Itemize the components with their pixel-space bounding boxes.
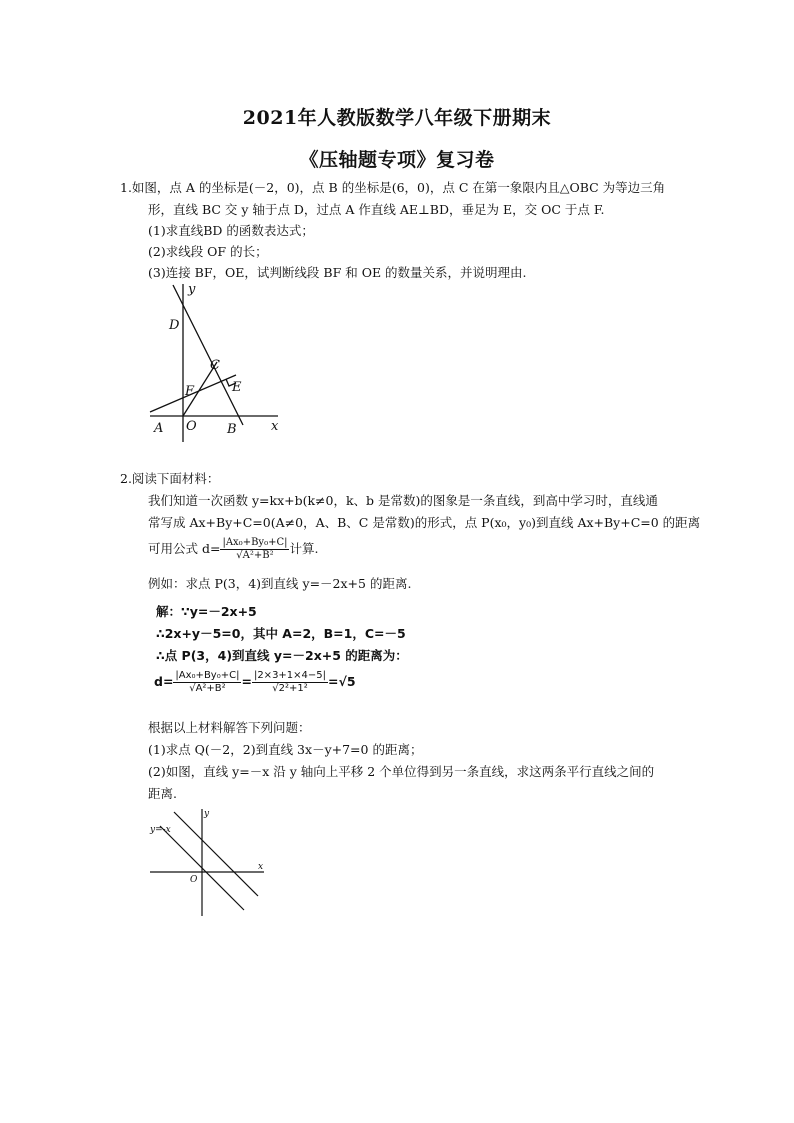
- q2-example: 例如：求点 P(3，4)到直线 y=－2x+5 的距离.: [148, 576, 412, 591]
- q2-sol-frac1-num: |Ax₀+By₀+C|: [175, 670, 240, 681]
- q1-label-y: y: [188, 282, 196, 297]
- page-subtitle: 《压轴题专项》复习卷: [299, 149, 495, 171]
- q1-label-c: C: [210, 358, 220, 373]
- q1-label-b: B: [227, 422, 237, 437]
- q2-formula-line: [148, 537, 318, 562]
- q1-label-e: E: [232, 380, 242, 395]
- q2-heading: 2.阅读下面材料：: [120, 471, 220, 486]
- q2-figure: [146, 806, 268, 918]
- q2-sol-line3: ∴点 P(3，4)到直线 y=－2x+5 的距离为：: [156, 648, 408, 663]
- q1-label-f: F: [185, 384, 195, 399]
- q2-sol-frac2: [252, 670, 328, 695]
- q2-label-x: x: [258, 862, 264, 872]
- q2-part1: (1)求点 Q(－2，2)到直线 3x－y+7=0 的距离；: [148, 742, 423, 757]
- q2-sol-line4: [154, 670, 356, 695]
- q2-para1: 我们知道一次函数 y=kx+b(k≠0，k、b 是常数)的图象是一条直线，到高中学习时，直线通: [148, 493, 658, 508]
- q1-label-x: x: [271, 419, 279, 434]
- q1-line1: 1.如图，点 A 的坐标是(－2，0)，点 B 的坐标是(6，0)，点 C 在第一象限内且△OBC 为等边三角: [120, 180, 666, 195]
- q1-label-o: O: [186, 419, 197, 434]
- q2-part2a: (2)如图，直线 y=－x 沿 y 轴向上平移 2 个单位得到另一条直线，求这两条平行直线之间的: [148, 764, 655, 779]
- q2-sol-line1: 解：∵y=－2x+5: [156, 604, 257, 619]
- q2-sol-line2: ∴2x+y－5=0，其中 A=2，B=1，C=－5: [156, 626, 406, 641]
- q2-label-y: y: [204, 809, 210, 819]
- q1-label-d: D: [169, 318, 180, 333]
- q1-part2: (2)求线段 OF 的长；: [148, 244, 268, 259]
- q2-label-line: y=-x: [150, 825, 171, 835]
- q2-sol-eq: =: [241, 674, 252, 689]
- q2-sol-frac1-den: √A²+B²: [189, 683, 226, 694]
- q2-label-o: O: [190, 875, 198, 885]
- page-title: 2021年人教版数学八年级下册期末: [242, 107, 552, 129]
- q2-part2b: 距离.: [148, 786, 177, 801]
- q2-para2: 常写成 Ax+By+C=0(A≠0，A、B、C 是常数)的形式，点 P(x₀，y₀)到直线 Ax+By+C=0 的距离: [148, 515, 701, 530]
- q2-solution-block: [150, 602, 408, 714]
- q2-sol-result: =√5: [328, 674, 356, 689]
- q2-formula-prefix: 可用公式 d=: [148, 541, 221, 556]
- q2-formula-den: √A²+B²: [236, 550, 274, 561]
- q1-line2: 形，直线 BC 交 y 轴于点 D，过点 A 作直线 AE⊥BD，垂足为 E，交 OC 于点 F.: [148, 202, 605, 217]
- q2-formula-num: |Ax₀+By₀+C|: [222, 537, 288, 548]
- q2-line-shifted: [174, 812, 258, 896]
- q1-label-a: A: [154, 421, 164, 436]
- q2-sol-frac2-num: |2×3+1×4−5|: [253, 670, 327, 681]
- q2-formula: [220, 537, 289, 562]
- q2-formula-suffix: 计算.: [289, 541, 319, 556]
- q1-part3: (3)连接 BF，OE，试判断线段 BF 和 OE 的数量关系，并说明理由.: [148, 265, 527, 280]
- q2-sol-frac1: [173, 670, 241, 695]
- q1-part1: (1)求直线BD 的函数表达式；: [148, 223, 314, 238]
- q2-answer-intro: 根据以上材料解答下列问题：: [148, 720, 311, 735]
- q2-sol-frac2-den: √2²+1²: [272, 683, 308, 694]
- q1-figure: [140, 280, 290, 445]
- q2-sol-d: d=: [154, 674, 174, 689]
